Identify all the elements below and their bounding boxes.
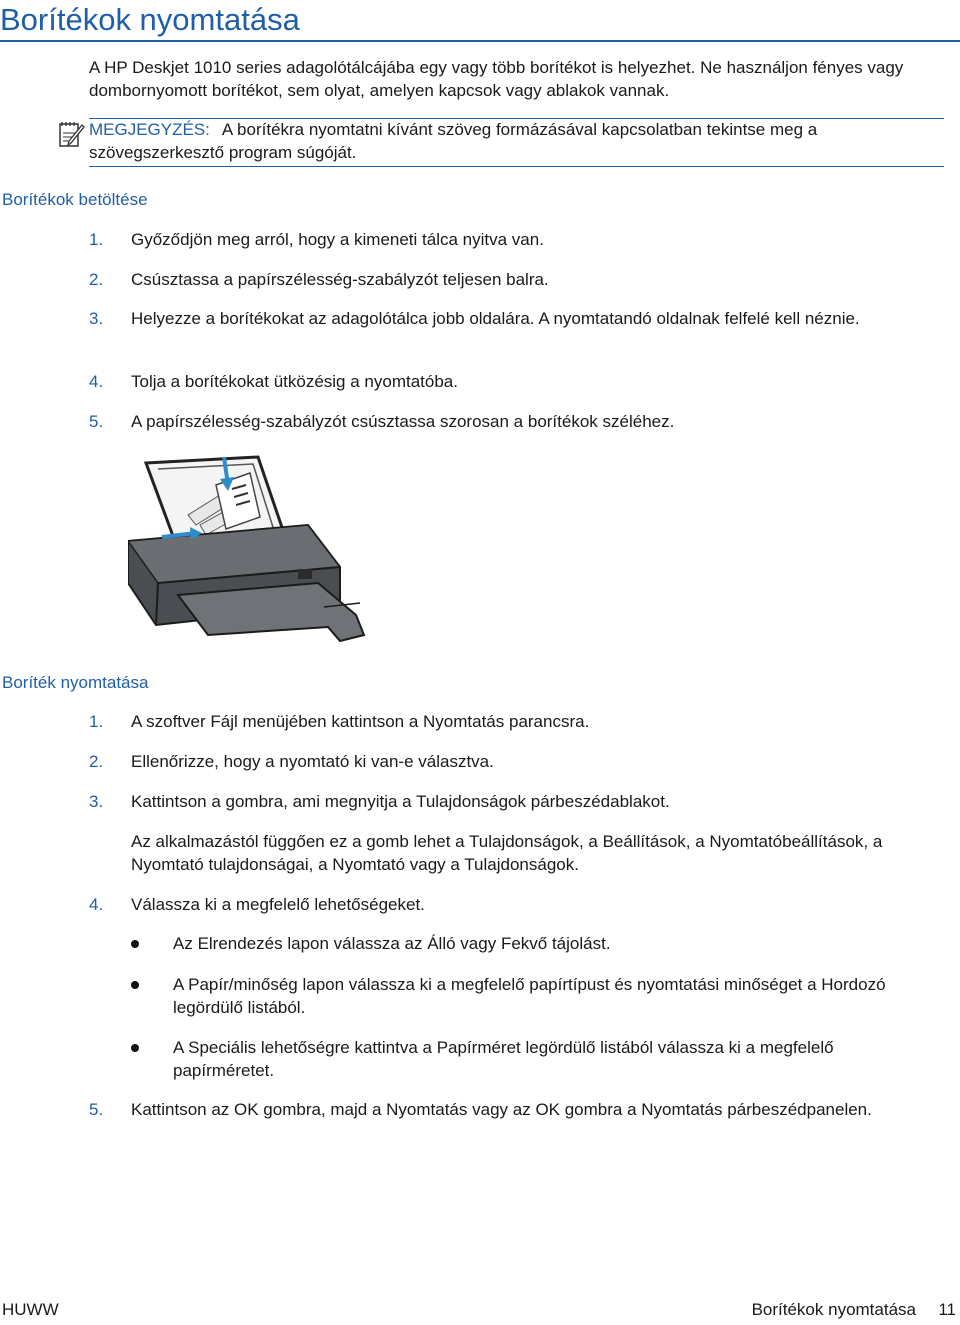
step-text <box>131 790 909 813</box>
text-run: A <box>173 1038 189 1057</box>
bullet-dot <box>131 981 139 989</box>
step-text: A papírszélesség-szabályzót csúsztassa szorosan a borítékok széléhez. <box>131 412 675 431</box>
text-run: A szoftver <box>131 712 211 731</box>
text-run: Az alkalmazástól függően ez a gomb lehet a <box>131 832 470 851</box>
step-text: Győződjön meg arról, hogy a kimeneti tálca nyitva van. <box>131 230 544 249</box>
text-run: A <box>173 975 189 994</box>
ui-term: OK <box>535 1100 560 1119</box>
step-number: 5. <box>89 1100 104 1119</box>
bullet-dot <box>131 1044 139 1052</box>
step-text <box>131 1098 909 1121</box>
text-run: Kattintson a gombra, ami megnyitja a <box>131 792 417 811</box>
text-run: lapon válassza az <box>282 934 428 953</box>
text-run: parancsra. <box>504 712 590 731</box>
title-rule <box>0 40 960 42</box>
step-number: 4. <box>89 895 104 914</box>
step-number: 5. <box>89 412 104 431</box>
note-text: A borítékra nyomtatni kívánt szöveg formázásával kapcsolatban tekintse meg a szövegszerkesztő program súgóját. <box>89 120 818 162</box>
footer-locale: HUWW <box>2 1300 59 1319</box>
text-run: menüjében kattintson a <box>237 712 424 731</box>
option-bullet <box>131 1036 921 1082</box>
print-step <box>89 790 909 813</box>
note-label: MEGJEGYZÉS: <box>89 120 210 139</box>
step-number: 2. <box>89 752 104 771</box>
text-run: legördülő listából. <box>173 998 306 1017</box>
step-number: 1. <box>89 712 104 731</box>
step-text: Tolja a borítékokat ütközésig a nyomtatóba. <box>131 372 458 391</box>
load-step <box>89 370 909 393</box>
print-step <box>89 893 909 916</box>
text-run: , a <box>685 832 710 851</box>
ui-term: Tulajdonságok <box>469 832 579 851</box>
text-run: . <box>574 855 579 874</box>
ui-term: Beállítások <box>602 832 686 851</box>
text-run: párbeszédpanelen. <box>722 1100 872 1119</box>
load-step <box>89 307 909 330</box>
bullet-text <box>173 973 921 1019</box>
bullet-dot <box>131 940 139 948</box>
note-block <box>89 118 939 164</box>
step-number: 3. <box>89 309 104 328</box>
ui-term: Nyomtatóbeállítások <box>709 832 864 851</box>
ui-term: Speciális <box>188 1038 257 1057</box>
ui-term: Papírméret <box>436 1038 521 1057</box>
footer-section-title: Borítékok nyomtatása <box>751 1300 916 1319</box>
load-step <box>89 268 909 291</box>
text-run: Az <box>173 934 198 953</box>
ui-term: Nyomtatás <box>386 1100 468 1119</box>
ui-term: Álló <box>427 934 456 953</box>
step-number: 2. <box>89 270 104 289</box>
ui-term: Elrendezés <box>197 934 283 953</box>
print-step <box>89 750 909 773</box>
print-step <box>89 1098 909 1121</box>
text-run: , a <box>863 832 883 851</box>
text-run: gombra, majd a <box>258 1100 387 1119</box>
load-section-heading: Borítékok betöltése <box>2 190 148 209</box>
page-title: Borítékok nyomtatása <box>0 2 300 37</box>
bullet-text <box>173 1036 921 1082</box>
step-text: Ellenőrizze, hogy a nyomtató ki van-e választva. <box>131 752 494 771</box>
note-pad-icon <box>57 119 85 149</box>
text-run: vagy az <box>467 1100 536 1119</box>
print-step <box>89 710 909 733</box>
ui-term: Nyomtatás <box>423 712 505 731</box>
step-text: Csúsztassa a papírszélesség-szabályzót teljesen balra. <box>131 270 549 289</box>
text-run: párbeszédablakot. <box>526 792 670 811</box>
ui-term: Tulajdonságok <box>464 855 575 874</box>
step-text: Válassza ki a megfelelő lehetőségeket. <box>131 895 425 914</box>
option-bullet <box>131 973 921 1019</box>
step-number: 3. <box>89 792 104 811</box>
text-run: , a <box>578 832 603 851</box>
text-run: gombra a <box>560 1100 642 1119</box>
printer-envelope-illustration <box>128 455 398 655</box>
text-run: vagy a <box>405 855 465 874</box>
footer-page-number: 11 <box>938 1300 956 1319</box>
step-text: Helyezze a borítékokat az adagolótálca jobb oldalára. A nyomtatandó oldalnak felfelé kell néznie. <box>131 309 860 328</box>
note-bottom-rule <box>89 166 944 167</box>
bullet-text <box>173 932 921 955</box>
ui-term: Tulajdonságok <box>416 792 527 811</box>
ui-term: Nyomtató <box>332 855 406 874</box>
ui-term: Hordozó <box>821 975 886 994</box>
step-number: 4. <box>89 372 104 391</box>
text-run: tájolást. <box>547 934 611 953</box>
intro-paragraph: A HP Deskjet 1010 series adagolótálcájába egy vagy több borítékot is helyezhet. Ne használjon fényes vagy dombornyomott borítékot, sem olyat, amelyen kapcsok vagy ablakok vannak. <box>89 58 904 100</box>
text-run: , a <box>308 855 333 874</box>
load-step <box>89 410 909 433</box>
step-text <box>131 710 909 733</box>
ui-term: Nyomtatás <box>641 1100 723 1119</box>
text-run: lapon válassza ki a megfelelő papírtípust és nyomtatási minőséget a <box>297 975 822 994</box>
ui-term: Nyomtató tulajdonságai <box>131 855 309 874</box>
step3-explanation <box>131 830 921 876</box>
text-run: Kattintson az <box>131 1100 235 1119</box>
step-number: 1. <box>89 230 104 249</box>
ui-term: Papír/minőség <box>188 975 298 994</box>
option-bullet <box>131 932 921 955</box>
text-run: lehetőségre kattintva a <box>256 1038 437 1057</box>
load-step <box>89 228 909 251</box>
ui-term: Fekvő <box>500 934 548 953</box>
print-section-heading: Boríték nyomtatása <box>2 673 149 692</box>
ui-term: OK <box>234 1100 259 1119</box>
ui-term: Fájl <box>210 712 238 731</box>
text-run: legördülő listából válassza ki a megfelelő papírméretet. <box>173 1038 834 1080</box>
text-run: vagy <box>455 934 501 953</box>
